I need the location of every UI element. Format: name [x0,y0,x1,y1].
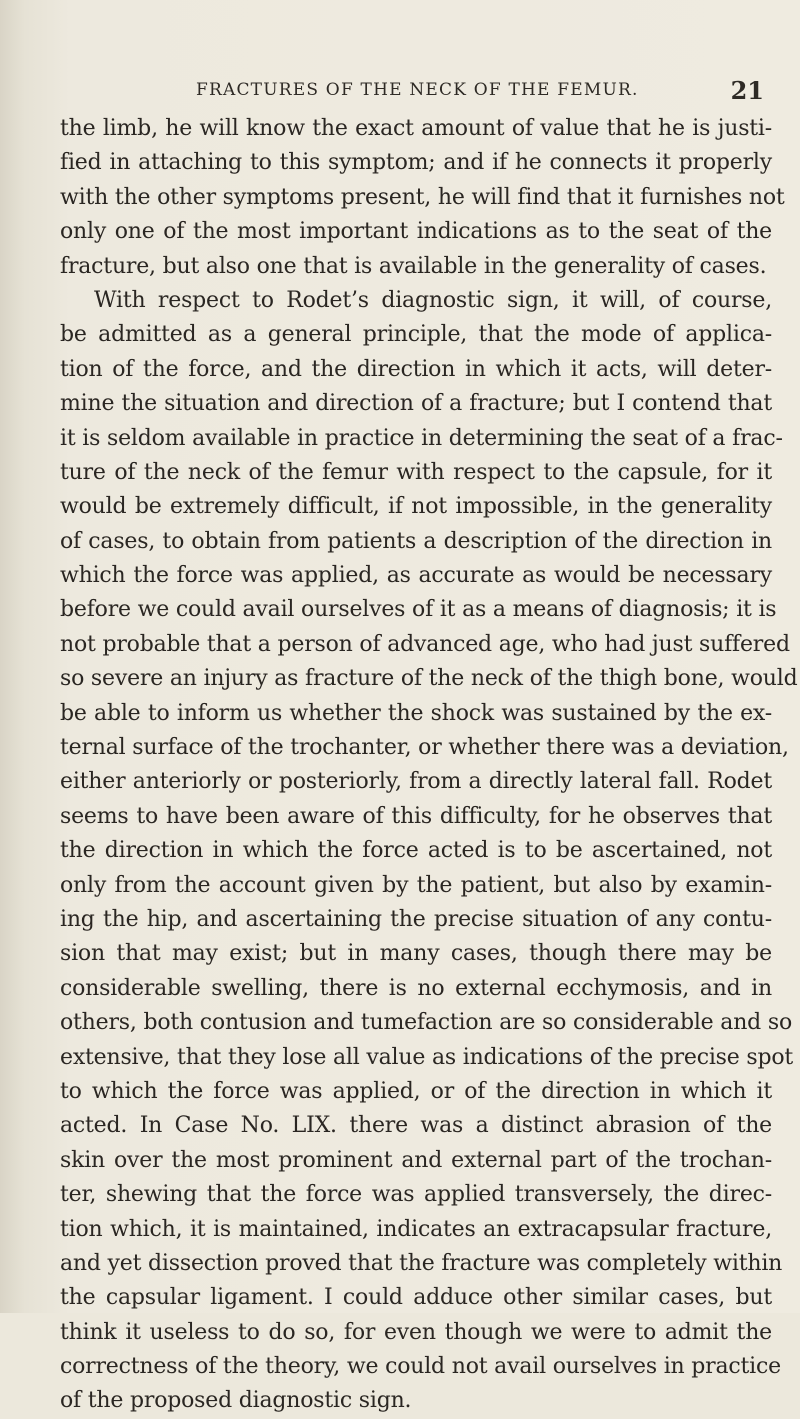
text-line: the limb, he will know the exact amount of value that he is justi- [60,116,772,141]
text-line: fracture, but also one that is available in the generality of cases. [60,253,767,279]
text-line: fied in attaching to this symptom; and if he connects it properly [60,150,772,176]
text-line: be admitted as a general principle, that the mode of applica- [60,322,772,348]
text-line: mine the situation and direction of a fracture; but I contend that [60,391,772,417]
text-line: ture of the neck of the femur with respect to the capsule, for it [60,459,772,485]
text-line: and yet dissection proved that the fracture was completely within [60,1250,783,1276]
text-line: seems to have been aware of this difficulty, for he observes that [60,803,772,829]
text-line: extensive, that they lose all value as indications of the precise spot [60,1044,794,1070]
text-line: correctness of the theory, we could not avail ourselves in practice [60,1354,781,1380]
text-line: considerable swelling, there is no external ecchymosis, and in [60,975,772,1001]
text-line: tion which, it is maintained, indicates an extracapsular fracture, [60,1216,772,1242]
text-line: it is seldom available in practice in determining the seat of a frac- [60,425,783,451]
text-line: before we could avail ourselves of it as a means of diagnosis; it is [60,597,777,623]
text-line: only one of the most important indications as to the seat of the [60,219,772,245]
text-line: with the other symptoms present, he will find that it furnishes not [60,184,785,210]
text-line: tion of the force, and the direction in which it acts, will deter- [60,356,772,382]
page-header [196,76,776,106]
text-line: only from the account given by the patient, but also by examin- [60,872,772,898]
text-line: acted. In Case No. LIX. there was a distinct abrasion of the [60,1113,772,1139]
text-line: so severe an injury as fracture of the neck of the thigh bone, would [60,666,798,692]
text-line: With respect to Rodet’s diagnostic sign, it will, of course, [94,287,772,313]
text-line: others, both contusion and tumefaction are so considerable and so [60,1010,792,1036]
text-line: which the force was applied, as accurate as would be necessary [60,563,772,589]
text-line: of the proposed diagnostic sign. [60,1388,412,1414]
running-head: FRACTURES OF THE NECK OF THE FEMUR. [196,80,639,100]
text-line: ternal surface of the trochanter, or whether there was a deviation, [60,735,789,761]
text-line: the capsular ligament. I could adduce other similar cases, but [60,1285,772,1311]
text-line: the direction in which the force acted is to be ascertained, not [60,838,772,864]
text-line: would be extremely difficult, if not impossible, in the generality [60,494,772,520]
text-line: either anteriorly or posteriorly, from a directly lateral fall. Rodet [60,769,772,795]
text-line: skin over the most prominent and external part of the trochan- [60,1147,772,1173]
text-line: sion that may exist; but in many cases, though there may be [60,941,772,967]
text-line: ter, shewing that the force was applied transversely, the direc- [60,1182,772,1208]
text-line: to which the force was applied, or of the direction in which it [60,1078,772,1104]
body-text [60,112,798,1419]
text-line: of cases, to obtain from patients a description of the direction in [60,528,772,554]
text-line: ing the hip, and ascertaining the precise situation of any contu- [60,906,772,932]
text-line: not probable that a person of advanced age, who had just suffered [60,631,790,657]
text-line: think it useless to do so, for even though we were to admit the [60,1319,772,1345]
page-number: 21 [730,76,764,105]
text-line: be able to inform us whether the shock was sustained by the ex- [60,700,772,726]
